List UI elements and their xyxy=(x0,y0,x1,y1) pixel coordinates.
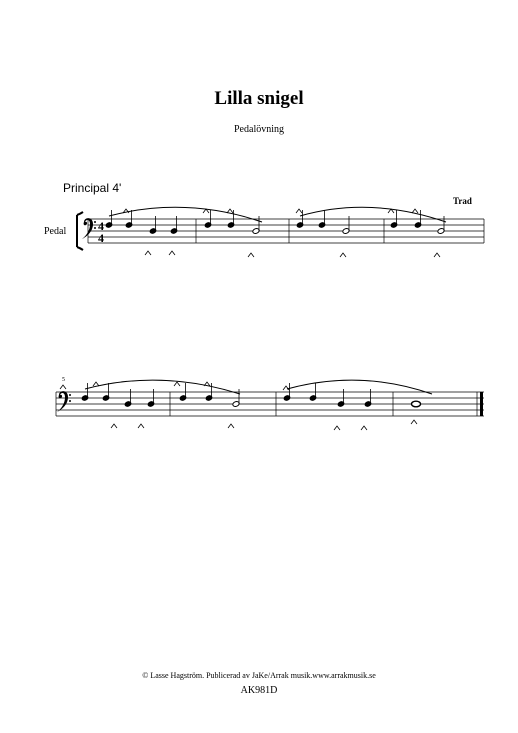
time-signature-bottom: 4 xyxy=(98,231,104,245)
slurs xyxy=(85,207,446,394)
pedal-marks xyxy=(60,209,440,430)
composer-label: Trad xyxy=(453,196,472,206)
measure-number: 5 xyxy=(62,377,65,383)
registration-label: Principal 4' xyxy=(63,181,122,195)
notes-system-1 xyxy=(105,210,444,234)
piece-subtitle: Pedalövning xyxy=(234,124,284,135)
bass-clef-2 xyxy=(57,391,71,412)
instrument-label: Pedal xyxy=(44,226,67,237)
bass-clef-1 xyxy=(82,218,96,239)
piece-title: Lilla snigel xyxy=(214,88,304,109)
footer-copyright: © Lasse Hagström. Publicerad av JaKe/Arrak musik.www.arrakmusik.se xyxy=(142,671,376,680)
notes-system-2 xyxy=(81,383,420,407)
staff-system-1 xyxy=(88,219,484,243)
footer-catalog-number: AK981D xyxy=(240,685,278,696)
time-signature-top: 4 xyxy=(98,219,104,233)
